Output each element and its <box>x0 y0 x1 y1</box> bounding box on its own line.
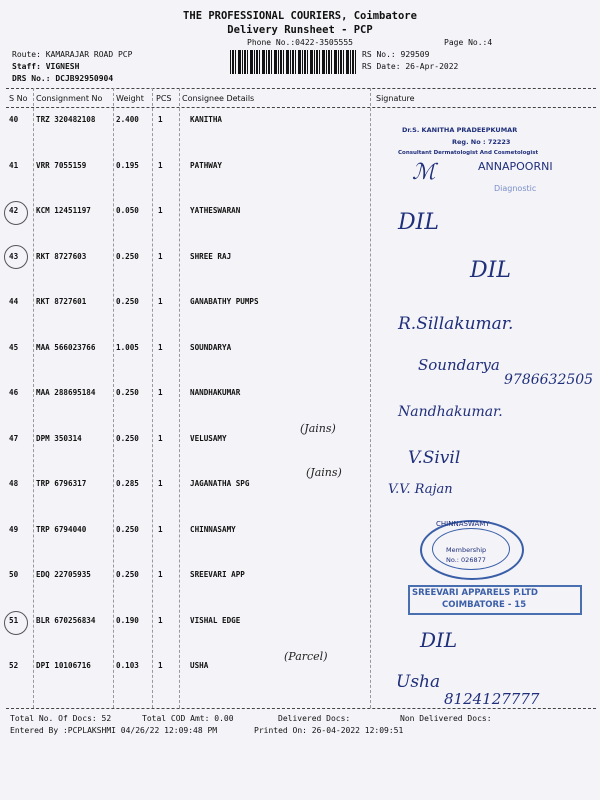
seal-line-1: CHINNASWAMY <box>436 520 490 528</box>
seal-line-3: No.: 026877 <box>446 556 486 564</box>
signature-46: Nandhakumar. <box>398 404 503 420</box>
row-consignee: USHA <box>190 661 209 670</box>
col-pcs: PCS <box>156 94 172 103</box>
doctor-stamp-title: Consultant Dermatologist And Cosmetologist <box>398 150 539 156</box>
row-consignee: PATHWAY <box>190 161 223 170</box>
signature-47: V.Sivil <box>408 448 461 468</box>
staff-label: Staff: VIGNESH <box>12 62 80 71</box>
row-sno: 49 <box>9 525 19 534</box>
row-weight: 0.250 <box>116 570 139 579</box>
row-consignment: BLR 670256834 <box>36 616 96 625</box>
row-consignment: DPI 10106716 <box>36 661 91 670</box>
signature-43: DIL <box>470 258 511 283</box>
divider-footer <box>6 708 596 709</box>
circle-mark <box>4 611 28 635</box>
note-46: (Jains) <box>300 422 336 435</box>
row-pcs: 1 <box>158 525 163 534</box>
row-consignment: TRP 6796317 <box>36 479 87 488</box>
col-sno: S No <box>9 94 28 103</box>
non-delivered-docs: Non Delivered Docs: <box>400 714 492 723</box>
row-consignment: MAA 288695184 <box>36 388 96 397</box>
phone-number: Phone No.:0422-3505555 <box>247 38 353 47</box>
company-title: THE PROFESSIONAL COURIERS, Coimbatore <box>183 10 417 22</box>
row-consignee: GANABATHY PUMPS <box>190 297 259 306</box>
phone-52: 8124127777 <box>444 690 540 708</box>
row-consignment: RKT 8727603 <box>36 252 87 261</box>
col-weight: Weight <box>116 94 144 103</box>
row-sno: 51 <box>9 616 19 625</box>
row-consignee: JAGANATHA SPG <box>190 479 250 488</box>
row-sno: 47 <box>9 434 19 443</box>
row-consignee: SREEVARI APP <box>190 570 245 579</box>
diagnostic-stamp: Diagnostic <box>494 184 537 193</box>
row-sno: 42 <box>9 206 19 215</box>
note-51: (Parcel) <box>284 650 328 663</box>
row-weight: 0.250 <box>116 434 139 443</box>
table-row <box>0 479 600 491</box>
row-weight: 0.285 <box>116 479 139 488</box>
row-pcs: 1 <box>158 343 163 352</box>
rs-date: RS Date: 26-Apr-2022 <box>362 62 459 71</box>
route-label: Route: KAMARAJAR ROAD PCP <box>12 50 133 59</box>
row-consignment: KCM 12451197 <box>36 206 91 215</box>
company-stamp-city: COIMBATORE - 15 <box>442 600 527 610</box>
row-consignment: TRP 6794040 <box>36 525 87 534</box>
note-47: (Jains) <box>306 466 342 479</box>
total-docs: Total No. Of Docs: 52 <box>10 714 112 723</box>
circle-mark <box>4 245 28 269</box>
barcode <box>230 50 358 74</box>
row-consignee: KANITHA <box>190 115 223 124</box>
drs-number: DRS No.: DCJB92950904 <box>12 74 114 83</box>
signature-51: DIL <box>420 628 458 652</box>
circle-mark <box>4 201 28 225</box>
table-row <box>0 343 600 355</box>
row-consignee: YATHESWARAN <box>190 206 241 215</box>
printed-on: Printed On: 26-04-2022 12:09:51 <box>254 726 404 735</box>
row-consignment: TRZ 320482108 <box>36 115 96 124</box>
row-weight: 0.250 <box>116 525 139 534</box>
signature-44: R.Sillakumar. <box>398 314 514 334</box>
phone-45: 9786632505 <box>504 372 594 388</box>
doctor-stamp-reg: Reg. No : 72223 <box>452 138 511 146</box>
row-sno: 45 <box>9 343 19 352</box>
divider-header <box>6 107 596 108</box>
signature-42: DIL <box>398 210 439 235</box>
row-consignment: DPM 350314 <box>36 434 82 443</box>
signature-41: ℳ <box>412 160 436 185</box>
row-pcs: 1 <box>158 388 163 397</box>
row-consignee: SOUNDARYA <box>190 343 232 352</box>
row-pcs: 1 <box>158 161 163 170</box>
row-consignee: VISHAL EDGE <box>190 616 241 625</box>
row-pcs: 1 <box>158 297 163 306</box>
row-consignee: SHREE RAJ <box>190 252 232 261</box>
row-consignment: VRR 7055159 <box>36 161 87 170</box>
row-consignee: VELUSAMY <box>190 434 227 443</box>
divider-top <box>6 88 596 89</box>
table-row <box>0 388 600 400</box>
signature-48: V.V. Rajan <box>388 482 453 497</box>
row-pcs: 1 <box>158 661 163 670</box>
row-consignment: EDQ 22705935 <box>36 570 91 579</box>
row-weight: 0.195 <box>116 161 139 170</box>
row-pcs: 1 <box>158 206 163 215</box>
row-pcs: 1 <box>158 479 163 488</box>
row-pcs: 1 <box>158 252 163 261</box>
row-sno: 41 <box>9 161 19 170</box>
row-consignment: MAA 566023766 <box>36 343 96 352</box>
table-row <box>0 297 600 309</box>
row-weight: 0.250 <box>116 252 139 261</box>
row-pcs: 1 <box>158 434 163 443</box>
row-sno: 40 <box>9 115 19 124</box>
row-pcs: 1 <box>158 616 163 625</box>
rs-number: RS No.: 929509 <box>362 50 430 59</box>
total-cod: Total COD Amt: 0.00 <box>142 714 234 723</box>
doctor-stamp-name: Dr.S. KANITHA PRADEEPKUMAR <box>402 126 518 134</box>
row-consignee: CHINNASAMY <box>190 525 236 534</box>
signature-45: Soundarya <box>418 356 500 374</box>
col-consignment: Consignment No <box>36 94 103 103</box>
table-row <box>0 616 600 628</box>
row-sno: 46 <box>9 388 19 397</box>
signature-52: Usha <box>396 672 441 692</box>
delivered-docs: Delivered Docs: <box>278 714 351 723</box>
row-weight: 0.190 <box>116 616 139 625</box>
row-weight: 0.103 <box>116 661 139 670</box>
page-number: Page No.:4 <box>444 38 493 47</box>
row-weight: 1.005 <box>116 343 139 352</box>
row-pcs: 1 <box>158 115 163 124</box>
table-row <box>0 206 600 218</box>
row-consignment: RKT 8727601 <box>36 297 87 306</box>
table-row <box>0 434 600 446</box>
row-weight: 0.250 <box>116 388 139 397</box>
row-sno: 48 <box>9 479 19 488</box>
row-weight: 0.250 <box>116 297 139 306</box>
row-pcs: 1 <box>158 570 163 579</box>
annapoorni-stamp: ANNAPOORNI <box>478 160 553 173</box>
table-row <box>0 570 600 582</box>
entered-by: Entered By :PCPLAKSHMI 04/26/22 12:09:48 PM <box>10 726 218 735</box>
row-sno: 43 <box>9 252 19 261</box>
row-consignee: NANDHAKUMAR <box>190 388 241 397</box>
col-consignee: Consignee Details <box>182 94 255 103</box>
company-stamp-name: SREEVARI APPARELS P.LTD <box>412 588 538 598</box>
row-weight: 2.400 <box>116 115 139 124</box>
seal-line-2: Membership <box>446 546 487 554</box>
col-signature: Signature <box>376 94 415 103</box>
row-weight: 0.050 <box>116 206 139 215</box>
row-sno: 52 <box>9 661 19 670</box>
row-sno: 50 <box>9 570 19 579</box>
runsheet-subtitle: Delivery Runsheet - PCP <box>227 24 373 36</box>
row-sno: 44 <box>9 297 19 306</box>
